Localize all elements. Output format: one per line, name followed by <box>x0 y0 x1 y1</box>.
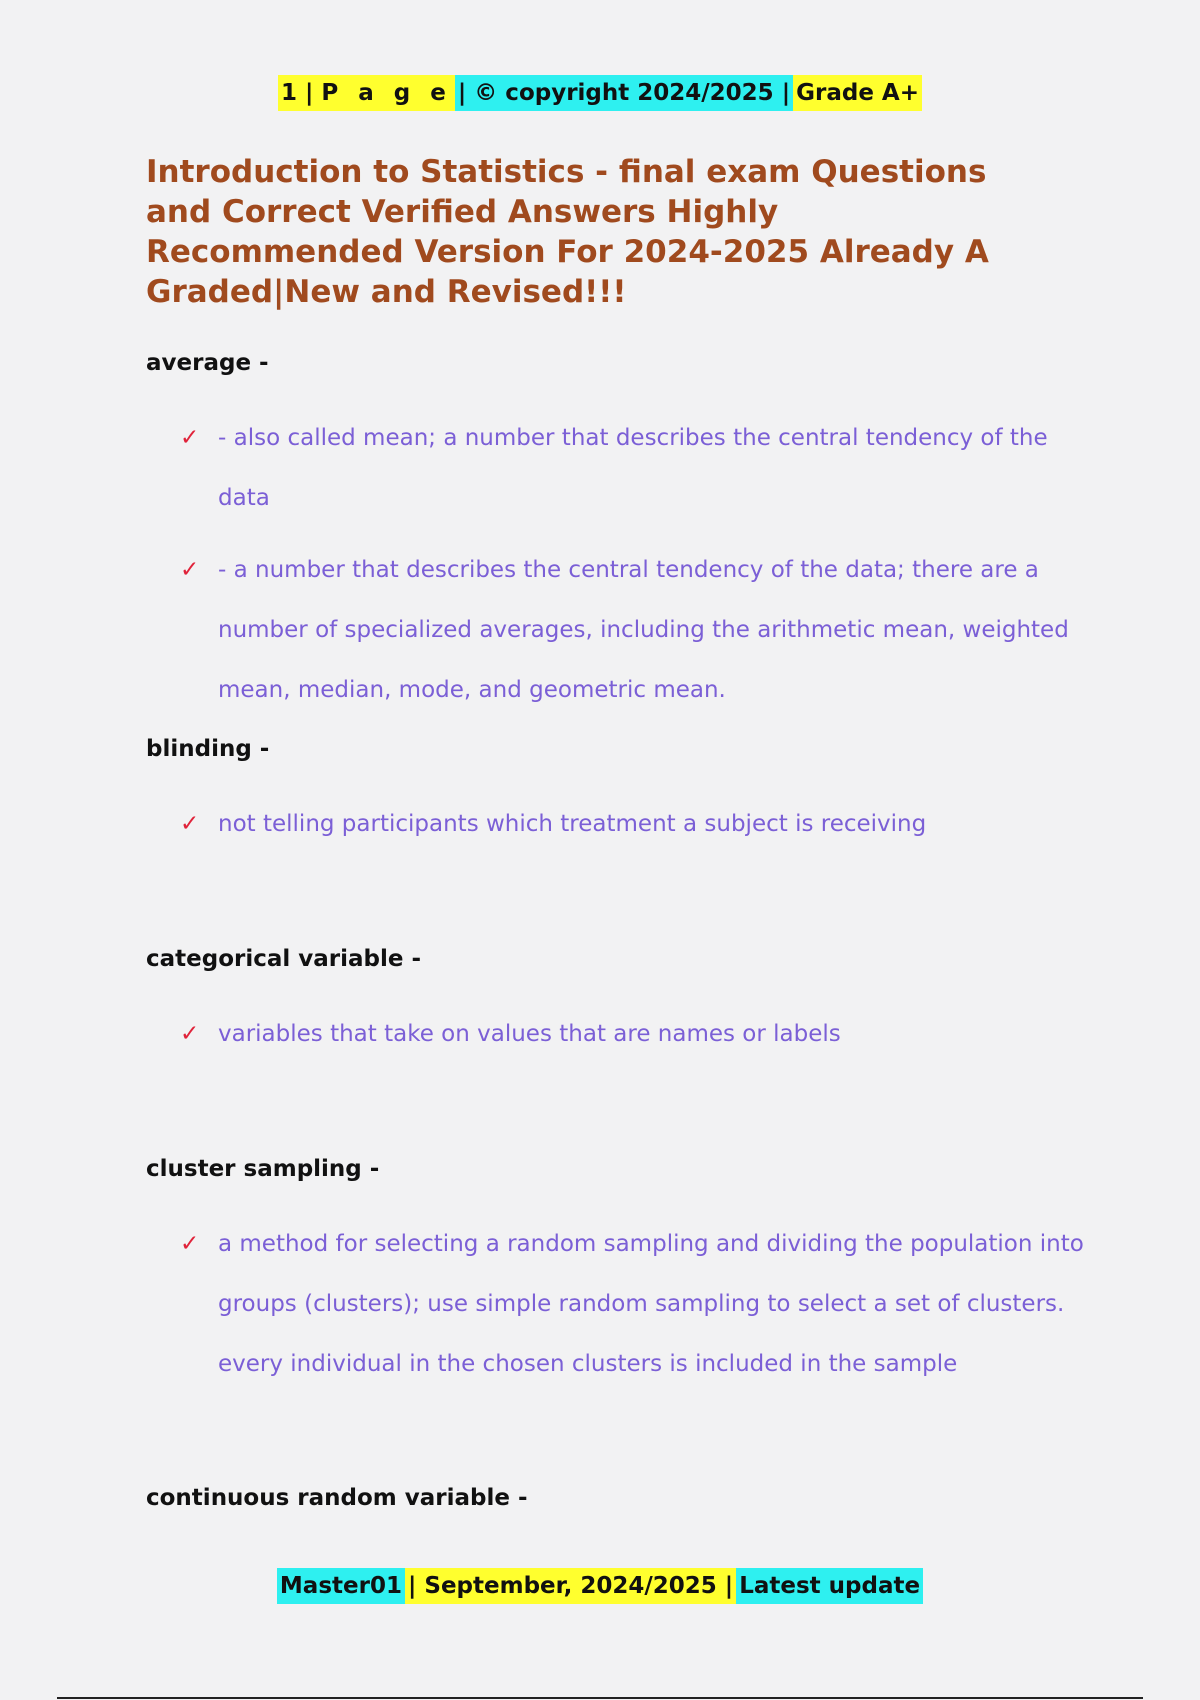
check-icon: ✓ <box>180 1021 200 1047</box>
check-icon: ✓ <box>180 1231 200 1257</box>
copyright-text: © copyright 2024/2025 <box>474 80 774 106</box>
update-badge: Latest update <box>736 1568 923 1604</box>
check-icon: ✓ <box>180 557 200 583</box>
term-heading: average - <box>146 350 269 376</box>
term-heading: blinding - <box>146 736 270 762</box>
check-icon: ✓ <box>180 811 200 837</box>
definition-text: - a number that describes the central tendency of the data; there are a number of specialized averages, including the arithmetic mean, weighted mean, median, mode, and geometric mean. <box>218 557 1069 703</box>
page-header <box>0 75 1200 111</box>
definition-text: not telling participants which treatment a subject is receiving <box>218 811 927 837</box>
term-heading: categorical variable - <box>146 946 422 972</box>
definition-text: variables that take on values that are names or labels <box>218 1021 841 1047</box>
page-number-highlight: 1 | P a g e <box>278 75 455 111</box>
page-number: 1 <box>280 80 297 106</box>
grade-badge: Grade A+ <box>793 75 922 111</box>
page-footer <box>0 1568 1200 1604</box>
term-heading: cluster sampling - <box>146 1156 380 1182</box>
check-icon: ✓ <box>180 425 200 451</box>
copyright-highlight: | © copyright 2024/2025 | <box>455 75 793 111</box>
document-title: Introduction to Statistics - final exam Questions and Correct Verified Answers Highly Recommended Version For 2024-2025 Already A Graded|New and Revised!!! <box>146 154 989 310</box>
definition-text: a method for selecting a random sampling and dividing the population into groups (clusters); use simple random sampling to select a set of clusters. every individual in the chosen clusters is included in the sample <box>218 1231 1084 1377</box>
term-heading: continuous random variable - <box>146 1485 528 1511</box>
bottom-divider <box>57 1697 1143 1699</box>
author-badge: Master01 <box>277 1568 405 1604</box>
page-word: P a g e <box>321 80 452 106</box>
definition-text: - also called mean; a number that describes the central tendency of the data <box>218 425 1048 511</box>
footer-date: September, 2024/2025 <box>424 1573 717 1599</box>
date-highlight: | September, 2024/2025 | <box>405 1568 736 1604</box>
